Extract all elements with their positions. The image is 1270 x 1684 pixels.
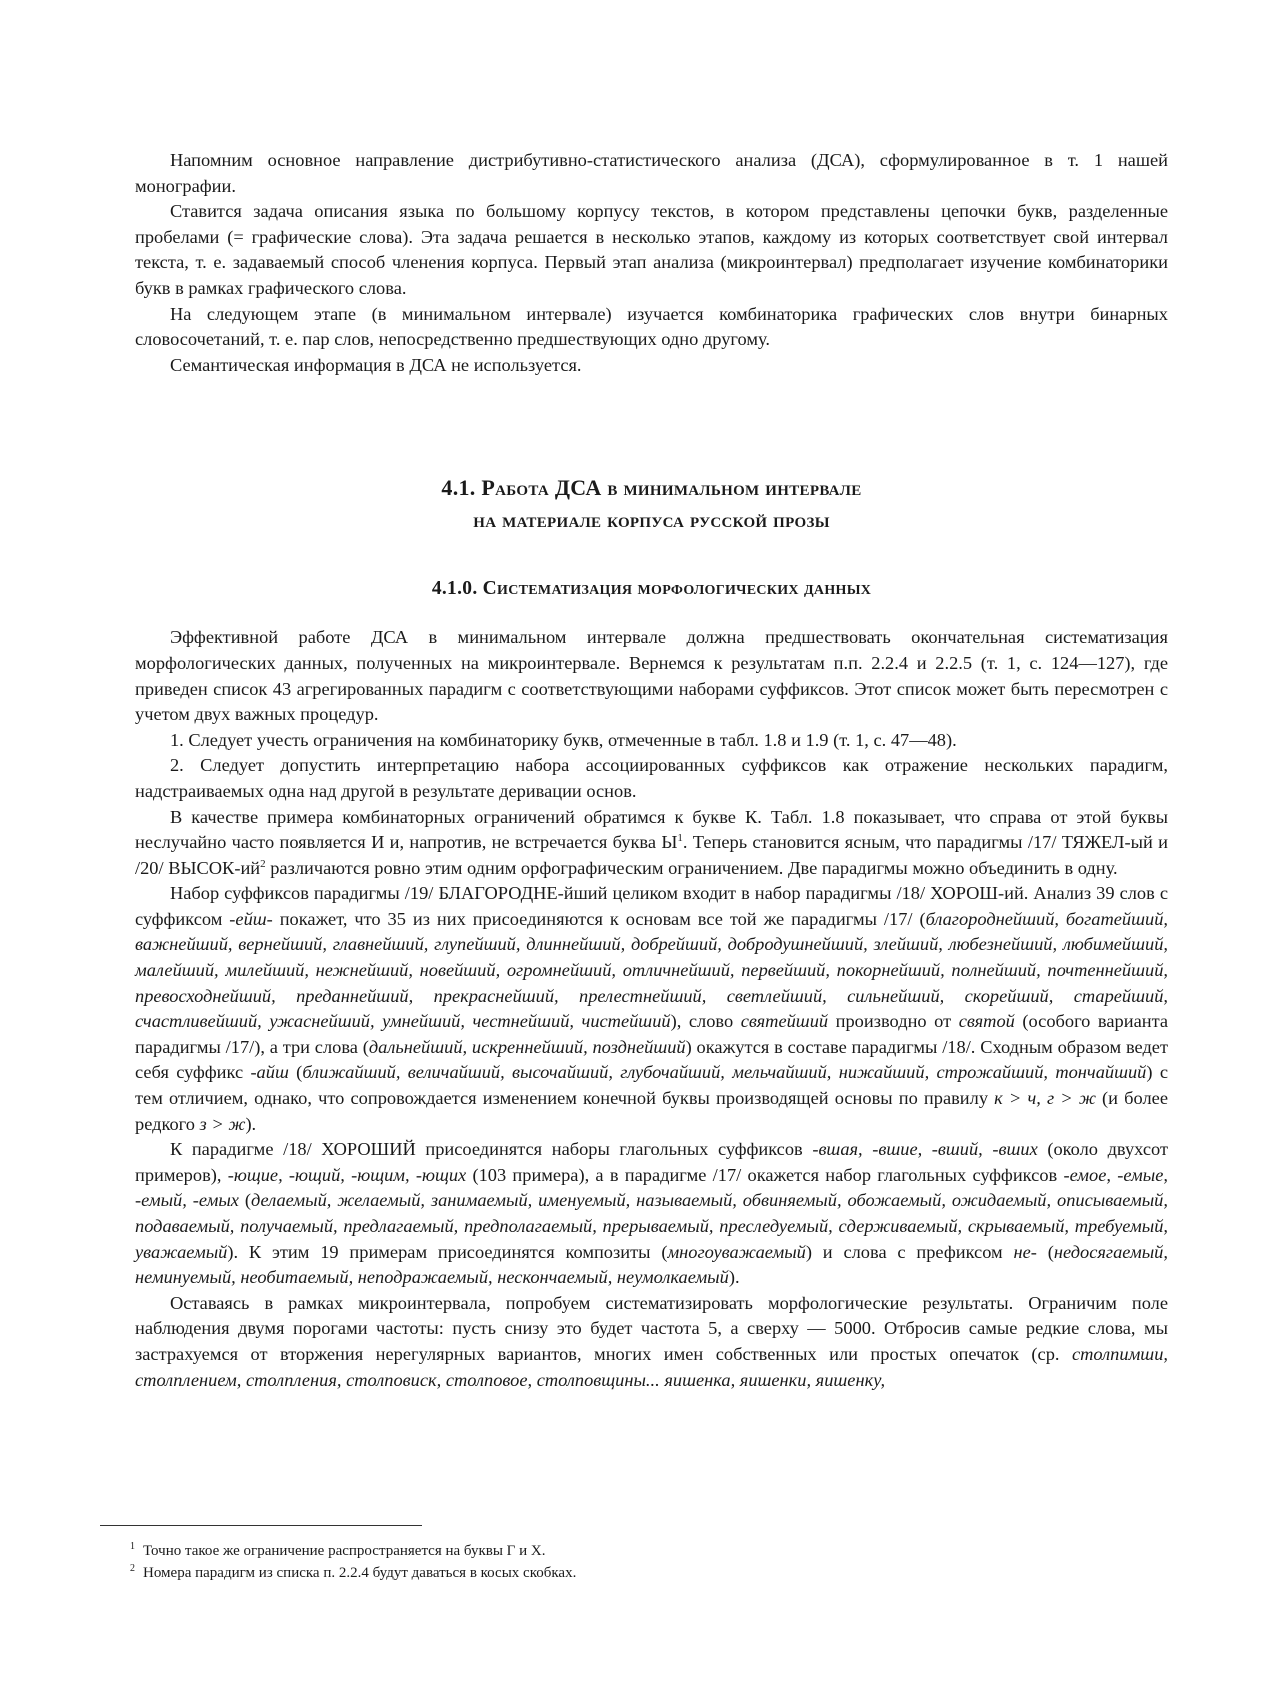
word-italic: святейший <box>740 1011 829 1032</box>
footnote-mark: 1 <box>130 1541 135 1552</box>
body-paragraph-3: 2. Следует допустить интерпретацию набора ассоциированных суффиксов как отражение нескольких парадигм, надстраиваемых одна над другой в результате деривации основ. <box>135 755 1168 801</box>
body-paragraph-4 <box>135 805 1168 882</box>
footnote-2 <box>100 1562 1170 1584</box>
text-span: . Теперь становится ясным, что парадигмы /17/ ТЯЖЕЛ-ый и /20/ ВЫСОК-ий <box>135 832 1168 878</box>
text-span: ). <box>245 1113 257 1134</box>
text-span: ) окажутся в составе парадигмы /18/. Сходным образом ведет себя суффикс <box>135 1036 1168 1083</box>
text-span: (103 примера), а в парадигме /17/ окажется набор глагольных суффиксов <box>466 1164 1064 1185</box>
section-heading <box>135 472 1168 536</box>
word-list-italic: дальнейший, искреннейший, позднейший <box>368 1036 686 1057</box>
body-paragraph-2: 1. Следует учесть ограничения на комбинаторику букв, отмеченные в табл. 1.8 и 1.9 (т. 1, с. 47—48). <box>169 729 957 750</box>
text-span: различаются ровно этим одним орфографическим ограничением. Две парадигмы можно объединить в одну. <box>265 857 1118 878</box>
word-italic: святой <box>958 1011 1015 1032</box>
text-span: Набор суффиксов парадигмы /19/ БЛАГОРОДНЕ-йший целиком входит в набор парадигмы /18/ ХОРОШ-ий. Анализ 39 слов с суффиксом <box>135 883 1168 929</box>
text-span: ) и слова с префиксом <box>805 1241 1014 1262</box>
suffix-italic: -ейш- <box>229 908 273 929</box>
footnote-ref-1: 1 <box>677 831 683 844</box>
text-span: покажет, что 35 из них присоединяются к основам все той же парадигмы /17/ ( <box>272 908 926 929</box>
prefix-italic: не- <box>1013 1241 1037 1262</box>
text-span: (и более редкого <box>135 1088 1168 1134</box>
text-span: (особого варианта парадигмы /17/), а три слова ( <box>135 1011 1168 1057</box>
footnote-1 <box>100 1540 1170 1562</box>
text-span: ). <box>728 1267 740 1288</box>
rule-italic: к > ч, г > ж <box>994 1088 1096 1109</box>
word-italic: многоуважаемый <box>667 1241 806 1262</box>
text-span: ( <box>238 1190 251 1211</box>
suffix-italic: -вшая, -вшие, -вший, -вших <box>812 1139 1038 1160</box>
text-span: ) с тем отличием, однако, что сопровождается изменением конечной буквы производящей основы по правилу <box>135 1062 1168 1109</box>
page-content <box>135 148 1168 1393</box>
word-list-italic: недосягаемый, неминуемый, необитаемый, неподражаемый, нескончаемый, неумолкаемый <box>135 1241 1168 1288</box>
intro-paragraph-4: Семантическая информация в ДСА не используется. <box>169 354 582 375</box>
text-span: К парадигме /18/ ХОРОШИЙ присоединятся наборы глагольных суффиксов <box>169 1139 813 1160</box>
footnote-divider <box>100 1525 422 1526</box>
suffix-italic: -ющие, -ющий, -ющим, -ющих <box>227 1164 467 1185</box>
body-paragraph-7 <box>135 1291 1168 1393</box>
footnote-text: Точно такое же ограничение распространяется на буквы Г и Х. <box>143 1543 546 1559</box>
text-span: ), слово <box>670 1011 741 1032</box>
word-list-italic: ближайший, величайший, высочайший, глубочайший, мельчайший, нижайший, строжайший, тончайший <box>302 1062 1147 1083</box>
text-span: ( <box>288 1062 303 1083</box>
text-span: Оставаясь в рамках микроинтервала, попробуем систематизировать морфологические результаты. Ограничим поле наблюдения двумя порогами частоты: пусть снизу это будет частота 5, а сверху — 5000. Отбросив самые редкие слова, мы застрахуемся от вторжения нерегулярных вариантов, многих имен собственных или простых опечаток (ср. <box>135 1292 1168 1364</box>
intro-paragraph-1: Напомним основное направление дистрибутивно-статистического анализа (ДСА), сформулированное в т. 1 нашей монографии. <box>135 150 1168 196</box>
footnote-ref-2: 2 <box>260 857 266 870</box>
text-span: производно от <box>828 1011 959 1032</box>
section-heading-line-1: 4.1. Работа ДСА в минимальном интервале <box>441 475 862 501</box>
suffix-italic: -емое, -емые, -емый, -емых <box>135 1164 1168 1211</box>
text-span: ). К этим 19 примерам присоединятся композиты ( <box>227 1241 668 1262</box>
rule-italic: з > ж <box>199 1113 246 1134</box>
footnote-text: Номера парадигм из списка п. 2.2.4 будут даваться в косых скобках. <box>143 1565 577 1581</box>
footnote-mark: 2 <box>130 1563 135 1574</box>
word-list-italic: столпимши, столплением, столпления, столповиск, столповое, столповщины... яишенка, яишенки, яишенку, <box>135 1343 1168 1390</box>
intro-paragraph-2: Ставится задача описания языка по большому корпусу текстов, в котором представлены цепочки букв, разделенные пробелами (= графические слова). Эта задача решается в несколько этапов, каждому из которых соответствует свой интервал текста, т. е. задаваемый способ членения корпуса. Первый этап анализа (микроинтервал) предполагает изучение комбинаторики букв в рамках графического слова. <box>135 201 1168 298</box>
body-paragraph-5 <box>135 881 1168 1137</box>
text-span: ( <box>1036 1241 1054 1262</box>
section-heading-line-2: на материале корпуса русской прозы <box>473 507 830 533</box>
body-paragraph-6 <box>135 1137 1168 1291</box>
intro-paragraph-3: На следующем этапе (в минимальном интервале) изучается комбинаторика графических слов внутри бинарных словосочетаний, т. е. пар слов, непосредственно предшествующих одно другому. <box>135 303 1168 350</box>
text-span: В качестве примера комбинаторных ограничений обратимся к букве К. Табл. 1.8 показывает, что справа от этой буквы неслучайно часто появляется И и, напротив, не встречается буква Ы <box>135 806 1168 853</box>
body-paragraph-1: Эффективной работе ДСА в минимальном интервале должна предшествовать окончательная систематизация морфологических данных, полученных на микроинтервале. Вернемся к результатам п.п. 2.2.4 и 2.2.5 (т. 1, с. 124—127), где приведен список 43 агрегированных парадигм с соответствующими наборами суффиксов. Этот список может быть пересмотрен с учетом двух важных процедур. <box>135 627 1168 725</box>
suffix-italic: -айш <box>250 1062 289 1083</box>
text-span: (около двухсот примеров), <box>135 1139 1169 1185</box>
word-list-italic: благороднейший, богатейший, важнейший, вернейший, главнейший, глупейший, длиннейший, добрейший, добродушнейший, злейший, любезнейший, любимейший, малейший, милейший, нежнейший, новейший, огромнейший, отличнейший, первейший, покорнейший, полнейший, почтеннейший, превосходнейший, преданнейший, прекраснейший, прелестнейший, светлейший, сильнейший, скорейший, старейший, счастливейший, ужаснейший, умнейший, честнейший, чистейший <box>135 908 1168 1032</box>
footnotes <box>100 1525 1170 1584</box>
subsection-heading: 4.1.0. Систематизация морфологических данных <box>431 578 872 600</box>
word-list-italic: делаемый, желаемый, занимаемый, именуемый, называемый, обвиняемый, обожаемый, ожидаемый, описываемый, подаваемый, получаемый, предлагаемый, предполагаемый, прерываемый, преследуемый, сдерживаемый, скрываемый, требуемый, уважаемый <box>135 1190 1168 1262</box>
